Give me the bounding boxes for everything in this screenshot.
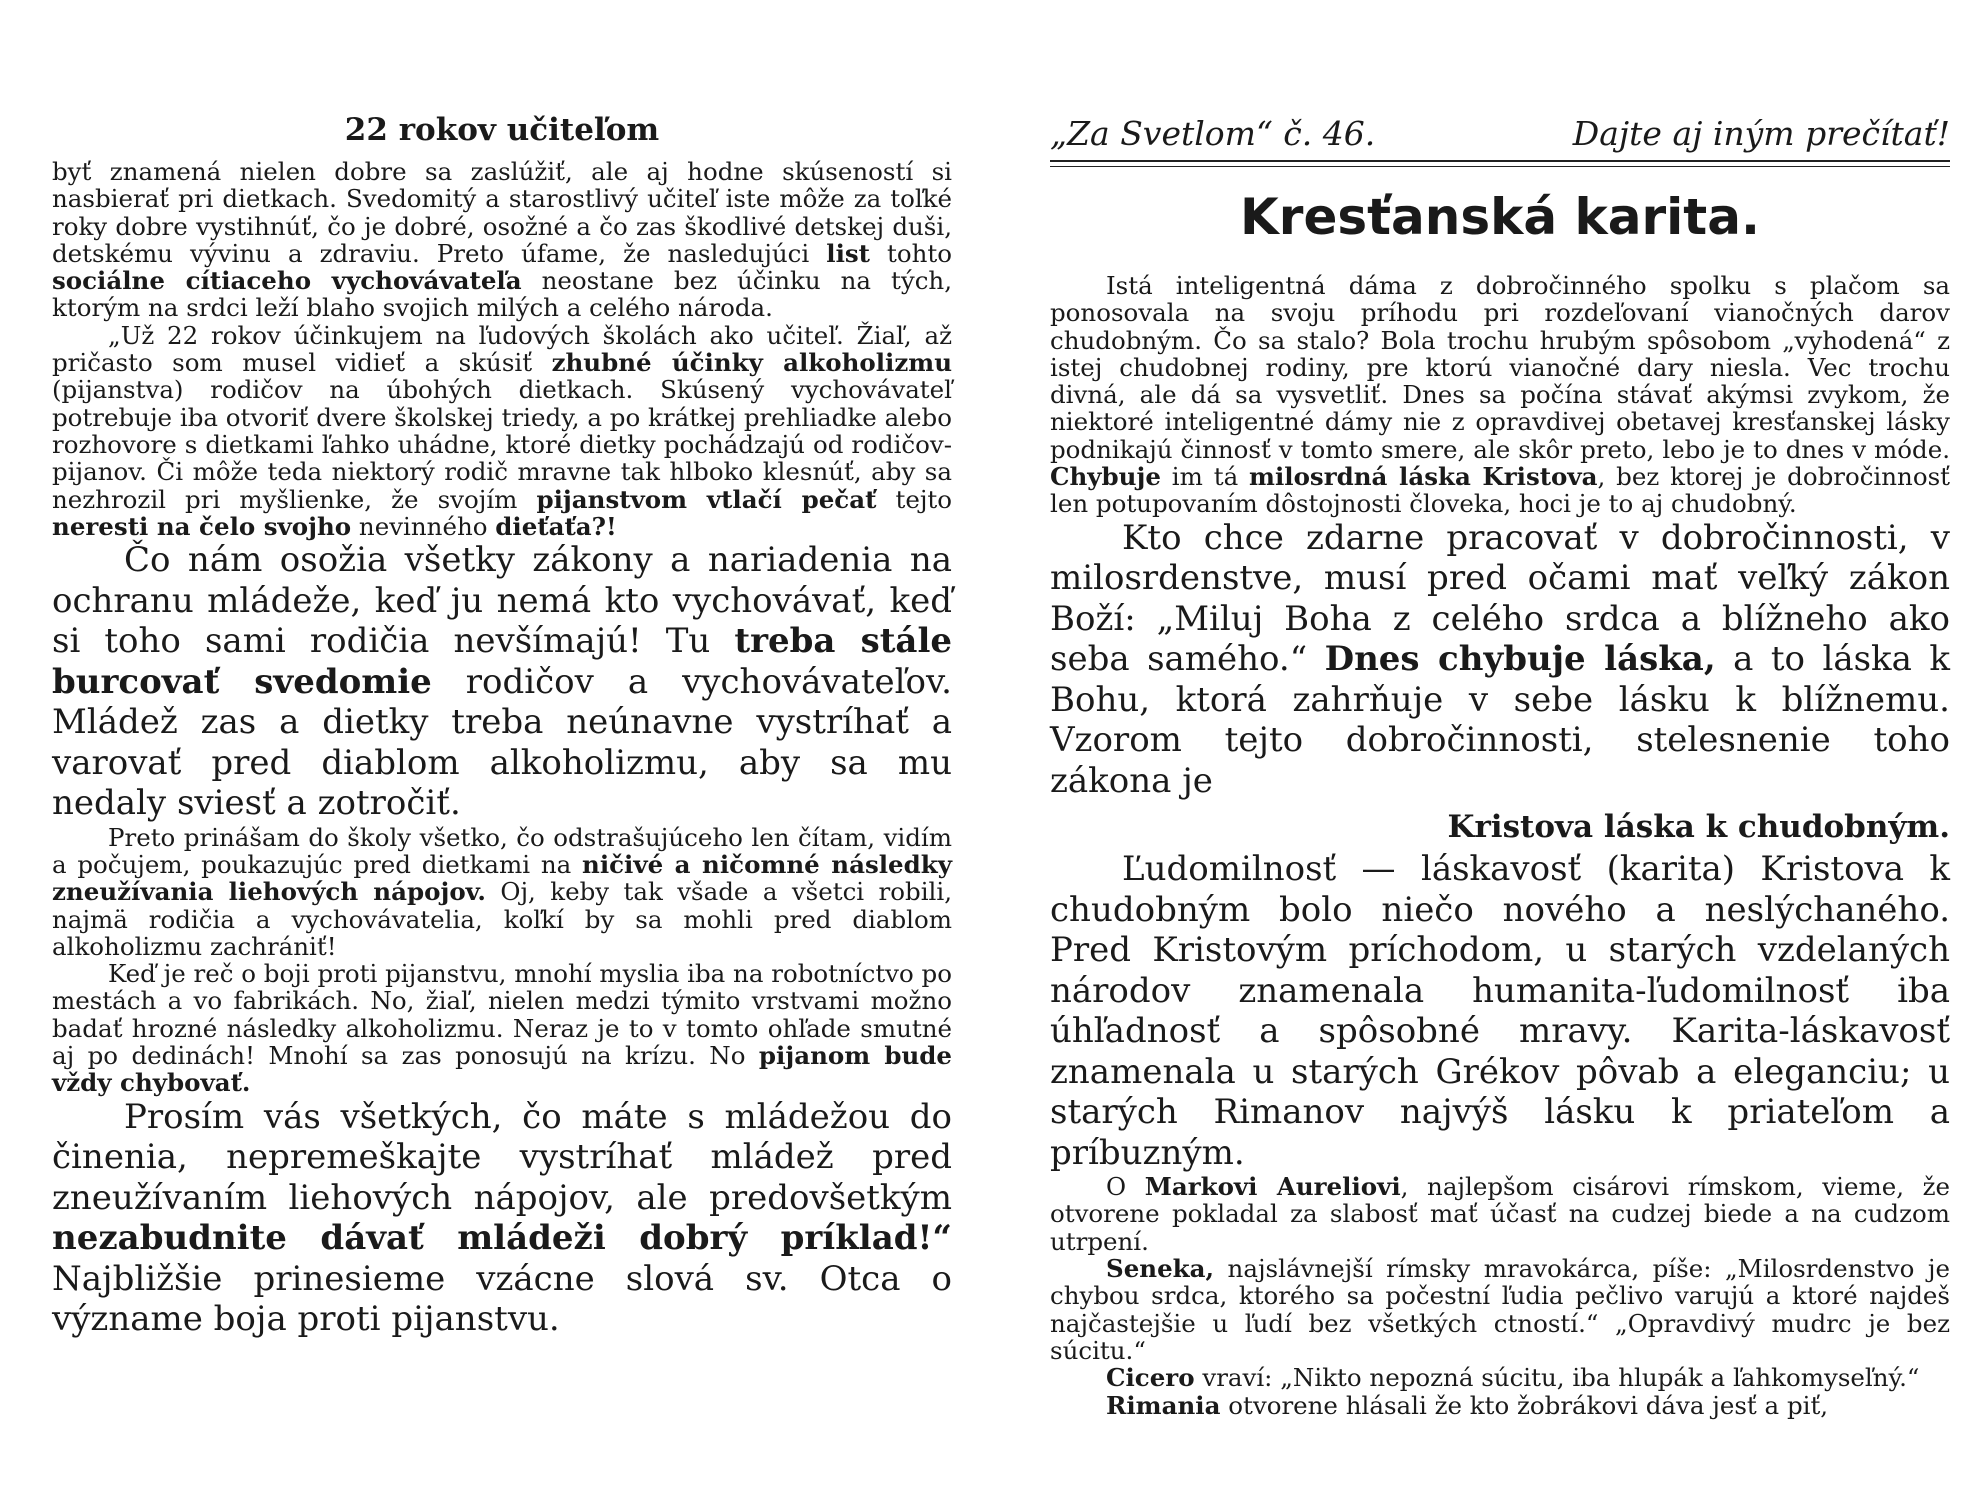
- bold-text: Rimania: [1106, 1390, 1221, 1420]
- text-run: im tá: [1160, 462, 1250, 492]
- running-header: [1050, 114, 1950, 153]
- text-run: O: [1106, 1172, 1145, 1202]
- text-run: Oj, keby tak všade a všetci robili, najmä rodičia a vychovávatelia, koľkí by sa mohli pred diablom alkoholizmu zachrániť!: [52, 877, 952, 961]
- bold-text: Seneka,: [1106, 1254, 1215, 1284]
- paragraph: [1050, 1392, 1950, 1419]
- text-run: Istá inteligentná dáma z dobročinného spolku s plačom sa ponosovala na svoju príhodu pri rozdeľovaní vianočných darov chudobným. Čo sa stalo? Bola trochu hrubým spôsobom „vyhodená“ z istej chudobnej rodiny, pre ktorú vianočné dary niesla. Vec trochu divná, ale dá sa vysvetliť. Dnes sa počína stávať akýmsi zvykom, že niektoré inteligentné dámy nie z opravdivej obetavej kresťanskej lásky podnikajú činnosť v tomto smere, ale skôr preto, lebo je to dnes v móde.: [1050, 271, 1950, 464]
- paragraph: [1050, 1364, 1950, 1391]
- text-run: Ľudomilnosť — láskavosť (karita) Kristova k chudobným bolo niečo nového a neslýchaného. Pred Kristovým príchodom, u starých vzdelaných národov znamenala humanita-ľudomilnosť iba úhľadnosť a spôsobné mravy. Karita-láskavosť znamenala u starých Grékov pôvab a eleganciu; u starých Rimanov najvýš lásku k priateľom a príbuzným.: [1050, 849, 1950, 1173]
- paragraph: [52, 158, 952, 322]
- section-subheading: Kristova láska k chudobným.: [1447, 809, 1950, 846]
- paragraph: [52, 960, 952, 1096]
- header-slogan: Dajte aj iným prečítať!: [1572, 114, 1950, 153]
- paragraph: [1050, 1173, 1950, 1255]
- text-run: Keď je reč o boji proti pijanstvu, mnohí myslia iba na robotníctvo po mestách a vo fabrikách. No, žiaľ, nielen medzi týmito vrstvami možno badať hrozné následky alkoholizmu. Neraz je to v tomto ohľade smutné aj po dedinách! Mnohí sa zas ponosujú na krízu. No: [52, 959, 952, 1071]
- bold-text: sociálne cítiaceho vychovávateľa: [52, 266, 522, 296]
- text-run: byť znamená nielen dobre sa zaslúžiť, ale aj hodne skúseností si nasbierať pri dietkach. Svedomitý a starostlivý učiteľ iste môže za toľké roky dobre vystihnúť, čo je dobré, osožné a čo zas škodlivé detskej duši, detskému vývinu a zdraviu. Preto úfame, že nasledujúci: [52, 157, 952, 268]
- text-run: otvorene hlásali že kto žobrákovi dáva jesť a piť,: [1220, 1390, 1829, 1420]
- article-title: Kresťanská karita.: [1240, 188, 1760, 246]
- bold-text: milosrdná láska Kristova: [1249, 462, 1598, 492]
- bold-text: pijanstvom vtlačí pečať: [536, 484, 877, 514]
- header-rule: [1050, 166, 1950, 167]
- paragraph: [1050, 518, 1950, 802]
- bold-text: neresti na čelo svojho: [52, 511, 352, 541]
- left-page-title: 22 rokov učiteľom: [344, 112, 660, 148]
- text-run: „Už 22 rokov účinkujem na ľudových školách ako učiteľ. Žiaľ, až pričasto som musel vidieť a skúsiť: [52, 320, 952, 378]
- bold-text: Chybuje: [1050, 462, 1161, 492]
- bold-text: ničivé a ničomné následky zneužívania liehových nápojov.: [52, 849, 952, 907]
- bold-text: dieťaťa?!: [495, 511, 617, 541]
- bold-text: nezabudnite dávať mládeži dobrý príklad!“: [52, 1218, 952, 1259]
- header-publication: „Za Svetlom“ č. 46.: [1050, 114, 1376, 153]
- text-run: Kto chce zdarne pracovať v dobročinnosti, v milosrdenstve, musí pred očami mať veľký zákon Boží: „Miluj Boha z celého srdca a blížneho ako seba samého.“: [1050, 517, 1950, 680]
- text-run: Čo nám osožia všetky zákony a nariadenia na ochranu mládeže, keď ju nemá kto vychovávať, keď si toho sami rodičia nevšímajú! Tu: [52, 540, 952, 662]
- paragraph: [52, 322, 952, 540]
- header-rule: [1050, 160, 1950, 162]
- paragraph: [1050, 272, 1950, 518]
- text-run: najslávnejší rímsky mravokárca, píše: „Milosrdenstvo je chybou srdca, ktorého sa počestní ľudia pečlivo varujú a ktoré najdeš najčastejšie u ľudí bez všetkých ctností.“ „Opravdivý mudrc je bez súcitu.“: [1050, 1254, 1950, 1365]
- text-run: a to láska k Bohu, ktorá zahrňuje v sebe lásku k blížnemu. Vzorom tejto dobročinnosti, stelesnenie toho zákona je: [1050, 639, 1950, 801]
- left-page-body: [52, 158, 952, 1340]
- paragraph: [1050, 1255, 1950, 1364]
- bold-text: Dnes chybuje láska,: [1324, 639, 1716, 680]
- text-run: neostane bez účinku na tých, ktorým na srdci leží blaho svojich milých a celého národa.: [52, 266, 952, 323]
- paragraph: [52, 1097, 952, 1340]
- paragraph: [52, 540, 952, 824]
- text-run: (pijanstva) rodičov na úbohých dietkach. Skúsený vychovávateľ potrebuje iba otvoriť dvere školskej triedy, a po krátkej prehliadke alebo rozhovore s dietkami ľahko uhádne, ktoré dietky pochádzajú od rodičov-pijanov. Či môže teda niektorý rodič mravne tak hlboko klesnúť, aby sa nezhrozil pri myšlienke, že svojím: [52, 375, 952, 514]
- paragraph: [52, 824, 952, 960]
- text-run: , najlepšom cisárovi rímskom, vieme, že otvorene pokladal za slabosť mať účasť na cudzej biede a na cudzom utrpení.: [1050, 1172, 1950, 1256]
- bold-text: pijanom bude vždy chybovať.: [52, 1041, 953, 1098]
- text-run: , bez ktorej je dobročinnosť len potupovaním dôstojnosti človeka, hoci je to aj chudobný.: [1050, 462, 1950, 519]
- text-run: nevinného: [351, 511, 496, 541]
- right-page-body: [1050, 272, 1950, 1419]
- bold-text: Markovi Aureliovi: [1144, 1172, 1401, 1202]
- bold-text: treba stále burcovať svedomie: [52, 621, 952, 702]
- text-run: Najbližšie prinesieme vzácne slová sv. Otca o význame boja proti pijanstvu.: [52, 1258, 952, 1340]
- text-run: Preto prinášam do školy všetko, čo odstrašujúceho len čítam, vidím a počujem, poukazujúc pred dietkami na: [52, 822, 952, 879]
- paragraph: [1050, 849, 1950, 1173]
- text-run: tohto: [870, 238, 953, 268]
- bold-text: Cicero: [1106, 1363, 1195, 1393]
- text-run: vraví: „Nikto nepozná súcitu, iba hlupák a ľahkomyseľný.“: [1194, 1363, 1920, 1393]
- text-run: tejto: [876, 484, 953, 514]
- bold-text: list: [826, 238, 870, 268]
- text-run: rodičov a vychovávateľov. Mládež zas a dietky treba neúnavne vystríhať a varovať pred diablom alkoholizmu, aby sa mu nedaly sviesť a zotročiť.: [52, 661, 952, 824]
- text-run: Prosím vás všetkých, čo máte s mládežou do činenia, nepremeškajte vystríhať mládež pred zneužívaním liehových nápojov, ale predovšetkým: [52, 1096, 952, 1218]
- bold-text: zhubné účinky alkoholizmu: [551, 348, 953, 378]
